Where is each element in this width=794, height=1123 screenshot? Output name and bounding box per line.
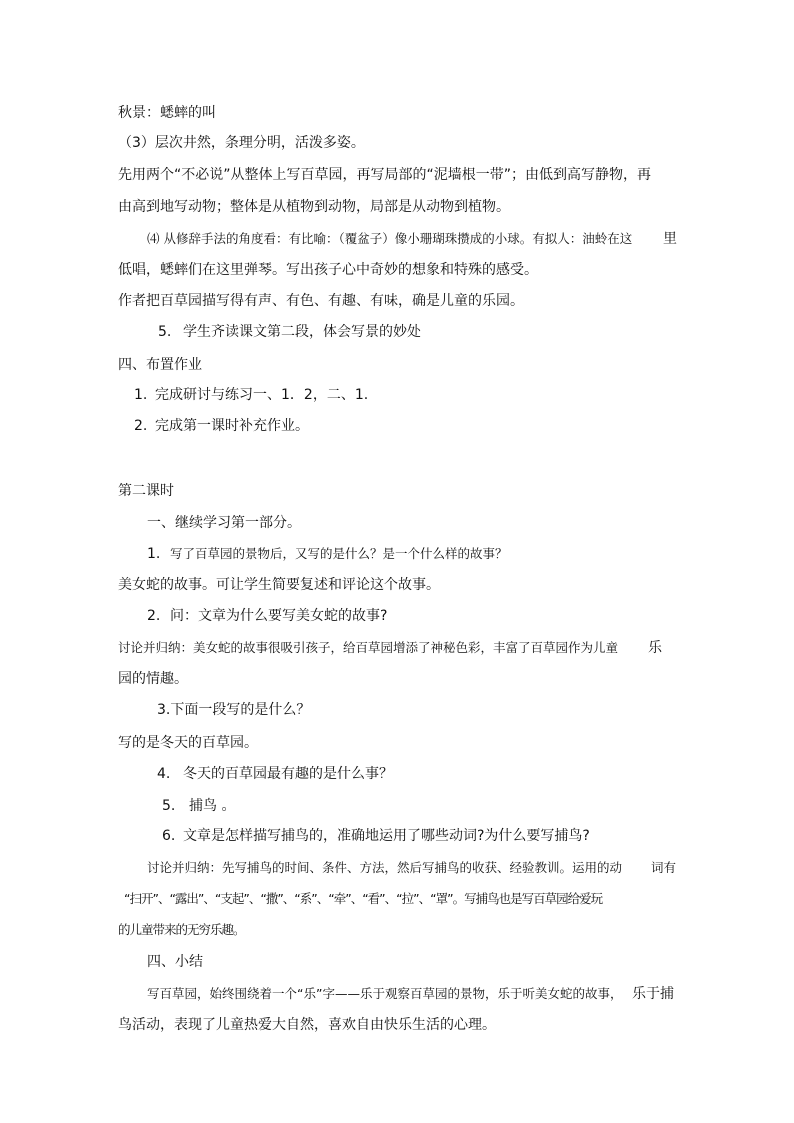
list-number: 5.	[158, 324, 172, 340]
text-line: 鸟活动，表现了儿童热爱大自然，喜欢自由快乐生活的心理。	[118, 1017, 496, 1033]
text-line: 捕鸟 。	[189, 798, 236, 814]
text-line: 秋景：蟋蟀的叫	[118, 105, 216, 121]
text-line: ⑷ 从修辞手法的角度看：有比喻：（覆盆子）像小珊瑚珠攒成的小球。有拟人：油蛉在这	[147, 231, 633, 246]
list-number: 2.	[147, 608, 161, 624]
text-line: 写了百草园的景物后，又写的是什么？是一个什么样的故事？	[170, 546, 508, 561]
text-line: 问：文章为什么要写美女蛇的故事?	[170, 608, 388, 624]
list-number: 1.	[134, 387, 148, 403]
section-heading: 四、布置作业	[118, 357, 202, 373]
text-line: 低唱，蟋蟀们在这里弹琴。写出孩子心中奇妙的想象和特殊的感受。	[118, 262, 538, 278]
list-number: 6.	[162, 828, 176, 844]
text-line: 乐于捕	[632, 986, 674, 1002]
list-number: 5.	[162, 798, 176, 814]
text-line: 3.下面一段写的是什么？	[157, 702, 311, 718]
text-line: 完成研讨与练习一、1．2，二、1.	[155, 387, 369, 403]
text-line: 里	[663, 231, 677, 247]
text-line: 美女蛇的故事。可让学生简要复述和评论这个故事。	[118, 577, 440, 593]
text-line: 讨论并归纳：先写捕鸟的时间、条件、方法，然后写捕鸟的收获、经验教训。运用的动	[147, 860, 623, 875]
section-heading: 一、继续学习第一部分。	[147, 515, 301, 531]
text-line: 词有	[651, 860, 677, 875]
list-number: 4.	[157, 766, 171, 782]
text-line: 的儿童带来的无穷乐趣。	[118, 922, 245, 937]
text-line: 文章是怎样描写捕鸟的，准确地运用了哪些动词?为什么要写捕鸟?	[183, 828, 590, 844]
text-line: 写百草园，始终围绕着一个“乐”字——乐于观察百草园的景物，乐于听美女蛇的故事，	[147, 986, 623, 1001]
list-number: 1.	[147, 546, 161, 562]
text-line: 完成第一课时补充作业。	[155, 418, 309, 434]
section-heading: 第二课时	[118, 483, 174, 499]
text-line: 先用两个“不必说”从整体上写百草园，再写局部的“泥墙根一带”；由低到高写静物，再	[118, 167, 652, 183]
text-line: 学生齐读课文第二段，体会写景的妙处	[183, 324, 421, 340]
section-heading: 四、小结	[147, 954, 203, 970]
text-line: “扫开”、“露出”、“支起”、“撒”、“系”、“牵”、“看”、“拉”、“罩”。写捕鸟也是写百草园给爱玩	[124, 891, 603, 906]
text-line: 由高到地写动物；整体是从植物到动物，局部是从动物到植物。	[118, 199, 510, 215]
list-number: 2.	[134, 418, 148, 434]
text-line: 作者把百草园描写得有声、有色、有趣、有味，确是儿童的乐园。	[118, 293, 524, 309]
text-line: 冬天的百草园最有趣的是什么事？	[183, 766, 393, 782]
text-line: 讨论并归纳：美女蛇的故事很吸引孩子，给百草园增添了神秘色彩，丰富了百草园作为儿童	[118, 640, 619, 655]
text-line: （3）层次井然，条理分明，活泼多姿。	[118, 135, 365, 151]
text-line: 园的情趣。	[118, 671, 188, 687]
text-line: 写的是冬天的百草园。	[118, 735, 258, 751]
text-line: 乐	[648, 640, 662, 656]
